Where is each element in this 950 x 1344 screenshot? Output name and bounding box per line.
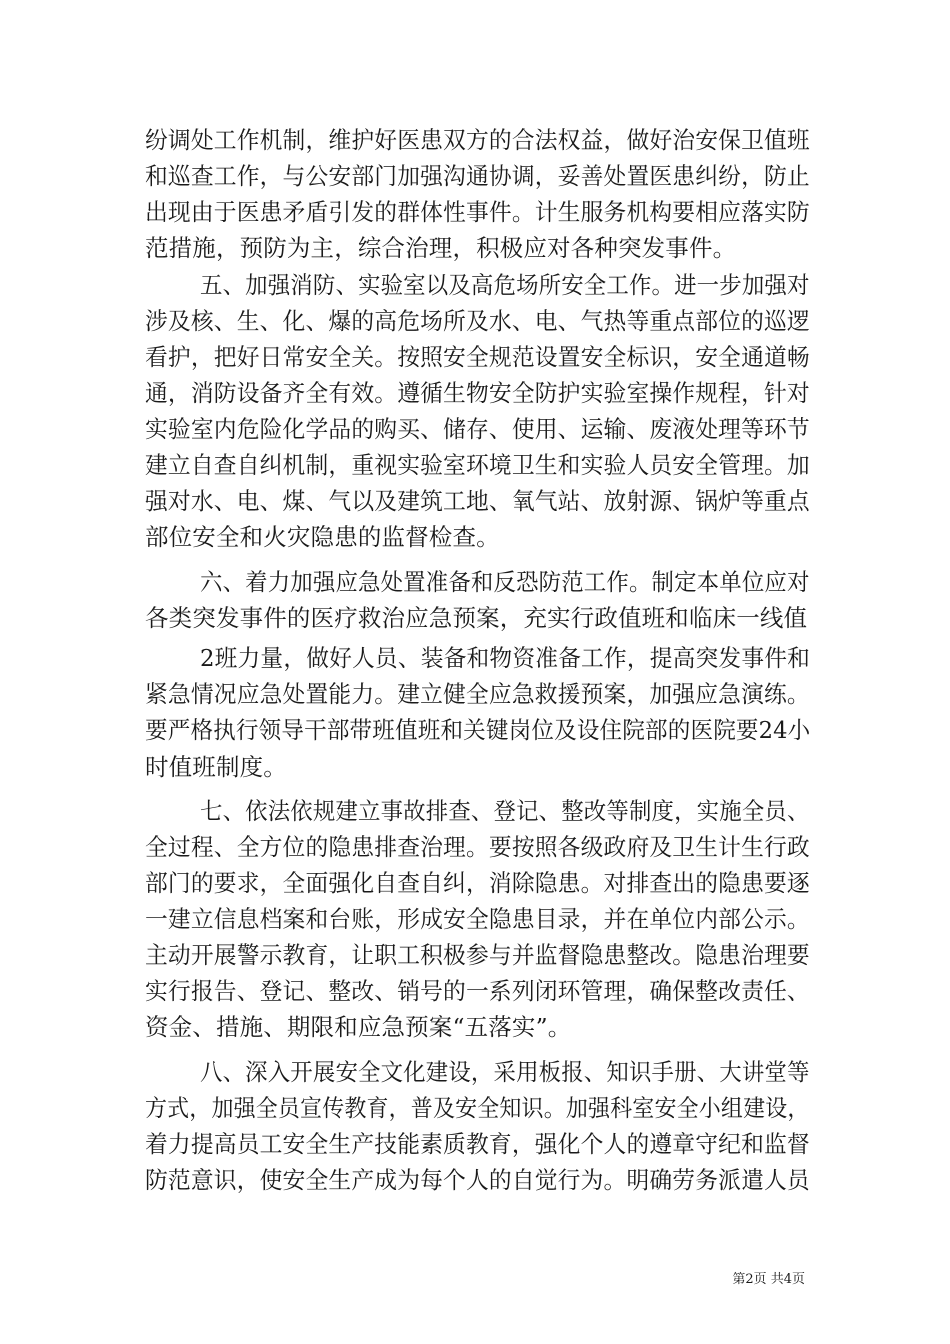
- text-line: 各类突发事件的医疗救治应急预案，充实行政值班和临床一线值: [145, 604, 808, 632]
- text-line: 通，消防设备齐全有效。遵循生物安全防护实验室操作规程，针对: [145, 379, 810, 407]
- paragraph-start-line: 八、深入开展安全文化建设，采用板报、知识手册、大讲堂等: [200, 1058, 810, 1086]
- text-line: 和巡查工作，与公安部门加强沟通协调，妥善处置医患纠纷，防止: [145, 162, 810, 190]
- text-line: 方式，加强全员宣传教育，普及安全知识。加强科室安全小组建设，: [145, 1094, 810, 1122]
- text-line: 一建立信息档案和台账，形成安全隐患目录，并在单位内部公示。: [145, 905, 810, 933]
- text-line: 资金、措施、期限和应急预案“五落实”。: [145, 1013, 572, 1041]
- text-line: 涉及核、生、化、爆的高危场所及水、电、气热等重点部位的巡逻: [145, 307, 810, 335]
- text-line: 部位安全和火灾隐患的监督检查。: [145, 523, 500, 551]
- text-line: 防范意识，使安全生产成为每个人的自觉行为。明确劳务派遣人员: [145, 1166, 810, 1194]
- paragraph-start-line: 2班力量，做好人员、装备和物资准备工作，提高突发事件和: [200, 644, 811, 672]
- page-number: 第2页 共4页: [732, 1272, 805, 1287]
- text-line: 时值班制度。: [145, 753, 287, 781]
- text-line: 部门的要求，全面强化自查自纠，消除隐患。对排查出的隐患要逐: [145, 869, 810, 897]
- text-line: 着力提高员工安全生产技能素质教育，强化个人的遵章守纪和监督: [145, 1130, 810, 1158]
- text-line: 主动开展警示教育，让职工积极参与并监督隐患整改。隐患治理要: [145, 941, 810, 969]
- text-line: 要严格执行领导干部带班值班和关键岗位及设住院部的医院要24小: [145, 716, 811, 744]
- text-line: 建立自查自纠机制，重视实验室环境卫生和实验人员安全管理。加: [145, 451, 810, 479]
- text-line: 实行报告、登记、整改、销号的一系列闭环管理，确保整改责任、: [145, 977, 810, 1005]
- text-line: 纷调处工作机制，维护好医患双方的合法权益，做好治安保卫值班: [145, 126, 810, 154]
- text-line: 范措施，预防为主，综合治理，积极应对各种突发事件。: [145, 234, 737, 262]
- paragraph-start-line: 六、着力加强应急处置准备和反恐防范工作。制定本单位应对: [200, 568, 810, 596]
- text-line: 出现由于医患矛盾引发的群体性事件。计生服务机构要相应落实防: [145, 198, 810, 226]
- text-line: 看护，把好日常安全关。按照安全规范设置安全标识，安全通道畅: [145, 343, 810, 371]
- text-line: 全过程、全方位的隐患排查治理。要按照各级政府及卫生计生行政: [145, 833, 810, 861]
- paragraph-start-line: 七、依法依规建立事故排查、登记、整改等制度，实施全员、: [200, 797, 810, 825]
- text-line: 强对水、电、煤、气以及建筑工地、氧气站、放射源、锅炉等重点: [145, 487, 810, 515]
- text-line: 紧急情况应急处置能力。建立健全应急救援预案，加强应急演练。: [145, 680, 810, 708]
- text-line: 实验室内危险化学品的购买、储存、使用、运输、废液处理等环节: [145, 415, 810, 443]
- paragraph-start-line: 五、加强消防、实验室以及高危场所安全工作。进一步加强对: [200, 271, 810, 299]
